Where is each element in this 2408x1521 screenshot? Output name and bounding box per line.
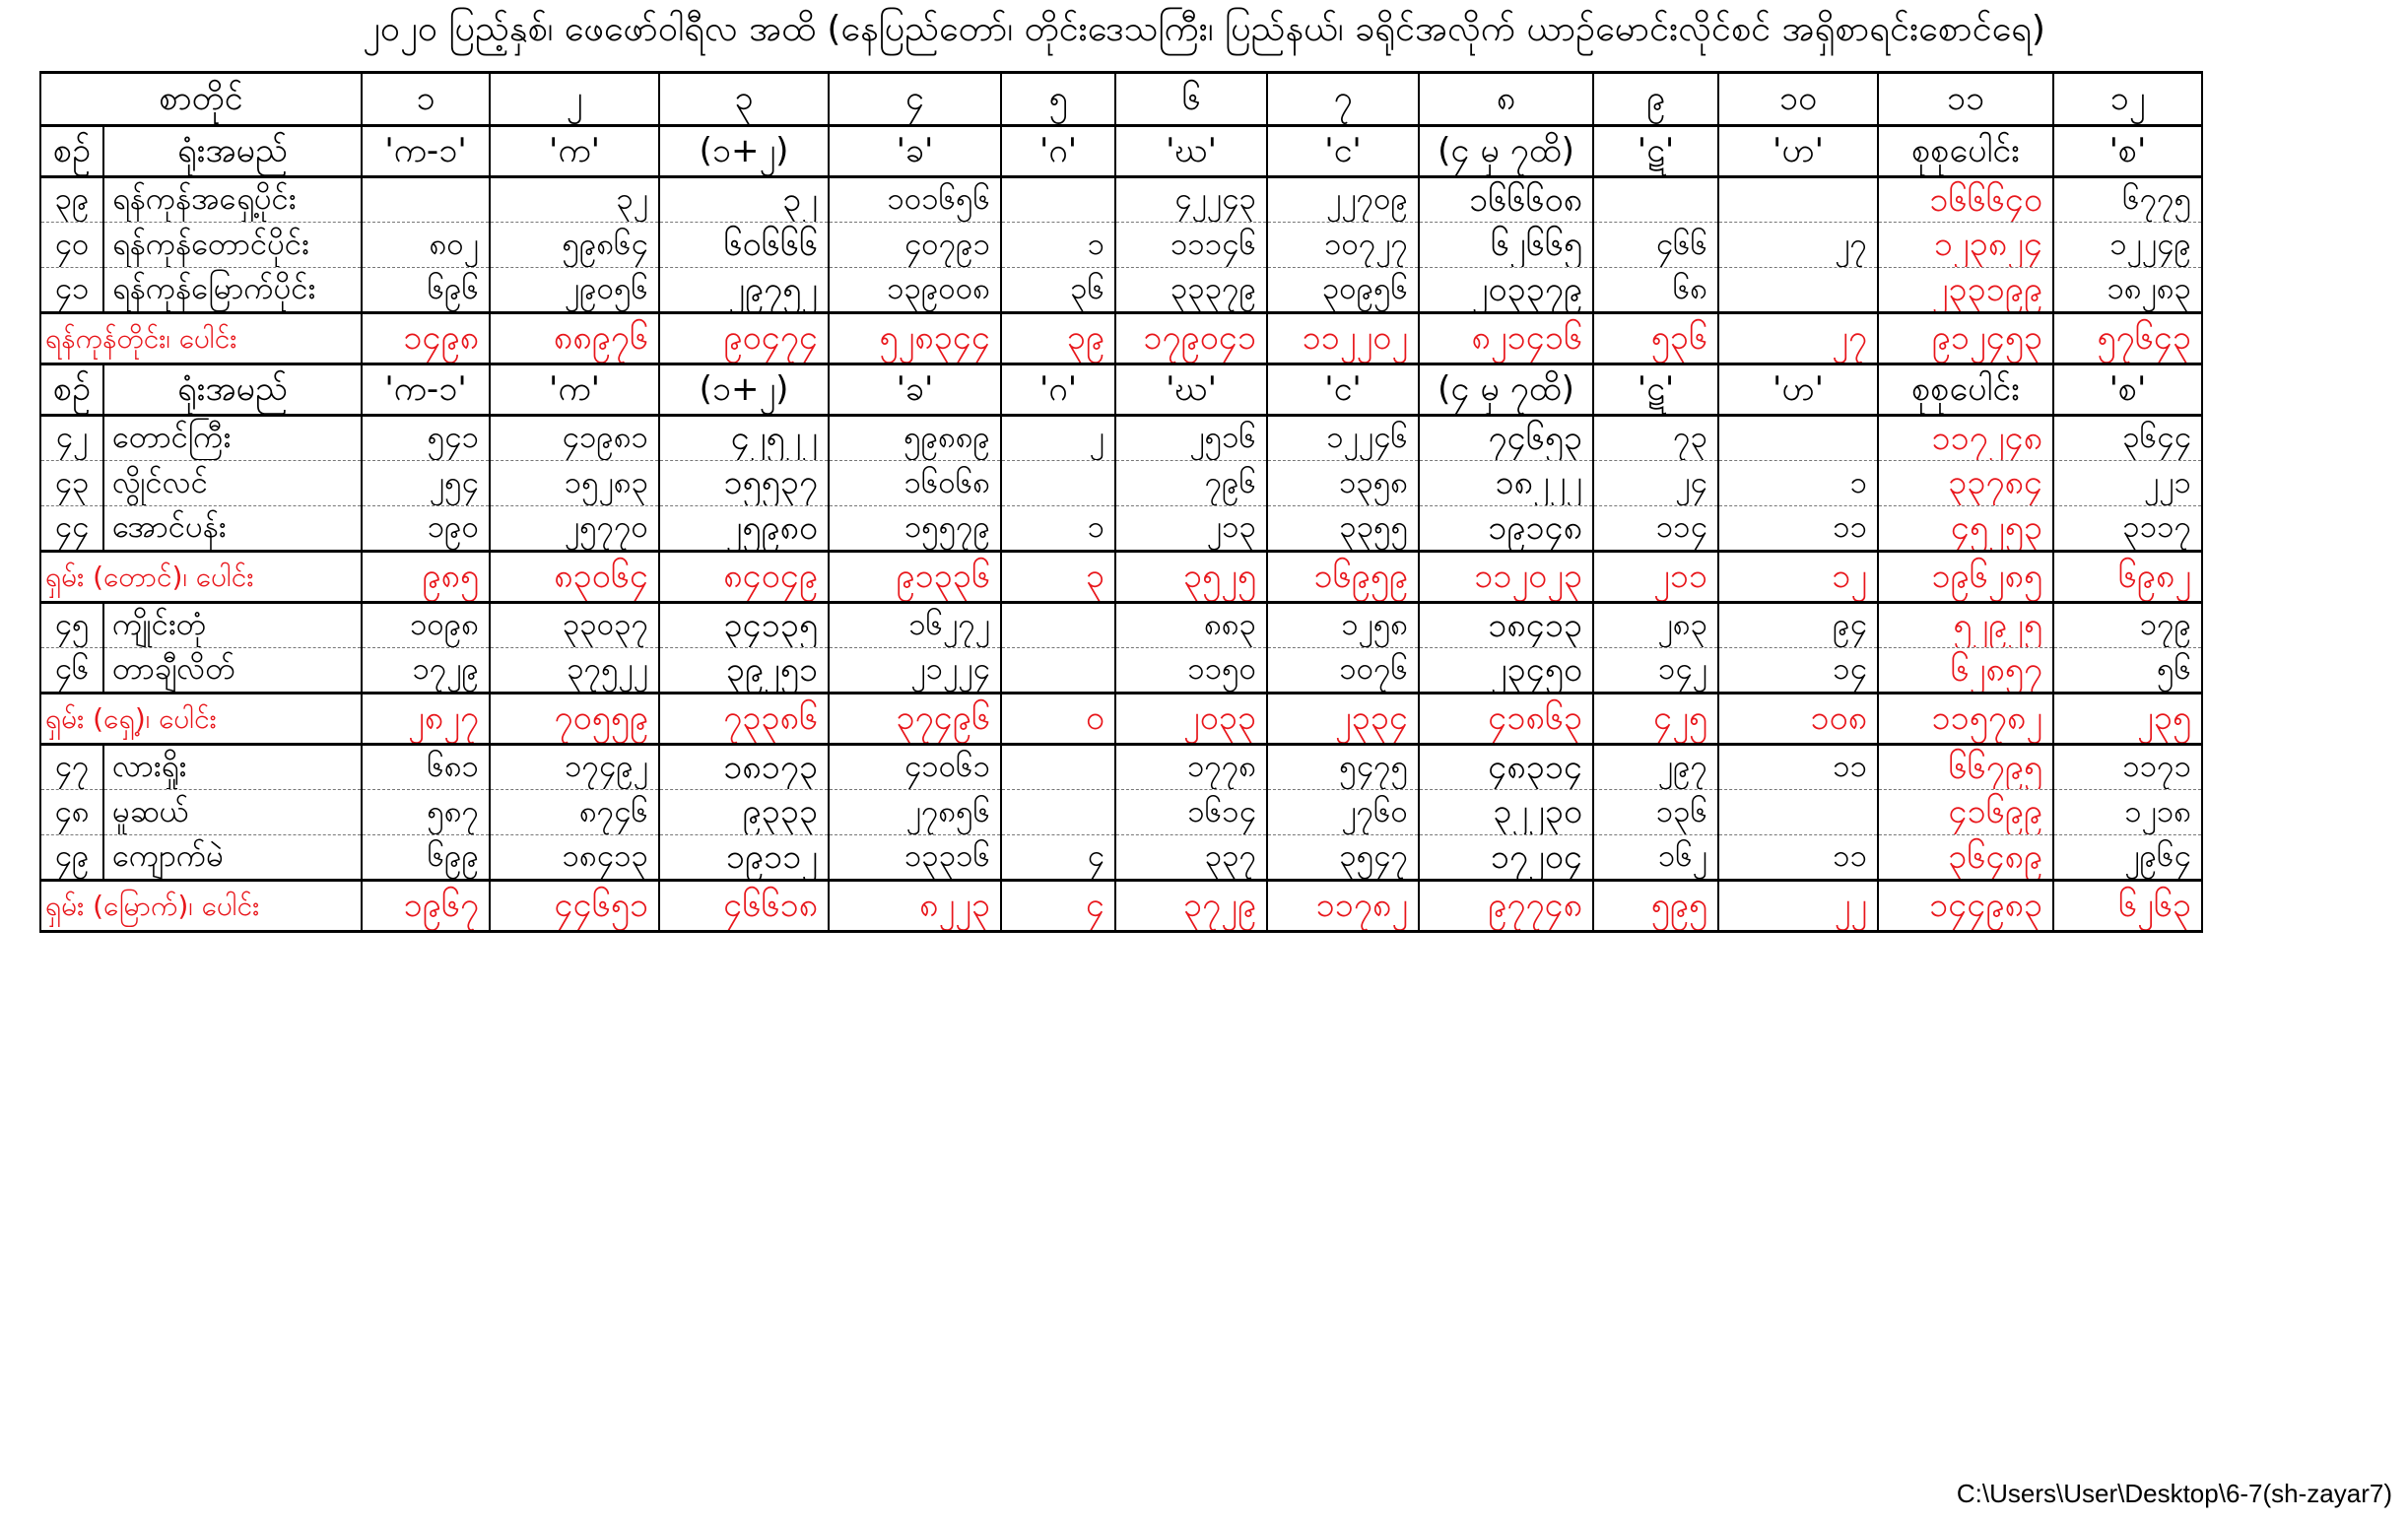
value-cell: ၂၁၂၂၄: [829, 648, 1001, 694]
value-cell: ၇၄၆၅၃: [1419, 416, 1593, 461]
value-cell: ၁၆၂၇၂: [829, 603, 1001, 648]
value-cell: ၂၃၄၅၀: [1419, 648, 1593, 694]
value-cell: ၃၂: [659, 177, 829, 223]
subtotal-value: ၃၇၄၉၆: [829, 694, 1001, 745]
row-number: ၄၈: [40, 790, 103, 835]
code-header: စုစုပေါင်း: [1878, 126, 2053, 177]
value-cell: [1001, 745, 1115, 790]
subtotal-value: ၁၄၉၈: [362, 313, 490, 364]
code-header: 'စ': [2053, 364, 2202, 416]
subtotal-value: ၁၁၂၂၀၂: [1267, 313, 1419, 364]
value-cell: ၁၆၁၄: [1115, 790, 1267, 835]
table-row: [40, 177, 2202, 223]
row-number: ၄၀: [40, 223, 103, 268]
value-cell: ၂၂၇၀၉: [1267, 177, 1419, 223]
value-cell: ၁၁: [1718, 506, 1878, 552]
code-header: 'ခ': [829, 364, 1001, 416]
subtotal-value: ၂၀၃၃: [1115, 694, 1267, 745]
value-cell: ၂၀၃၃၇၉: [1419, 268, 1593, 313]
value-cell: ၇၉၆: [1115, 461, 1267, 506]
subtotal-value: ၈၂၂၃: [829, 881, 1001, 932]
value-cell: ၁၂၂၄၆: [1267, 416, 1419, 461]
office-name: ကျိုင်းတုံ: [103, 603, 362, 648]
subtotal-value: ၁၆၉၅၉: [1267, 552, 1419, 603]
license-table: [39, 71, 2203, 933]
subtotal-value: ၉၈၅: [362, 552, 490, 603]
table-body: [40, 73, 2202, 932]
office-name: မူဆယ်: [103, 790, 362, 835]
value-cell: ၁၈၁၇၃: [659, 745, 829, 790]
column-number-header: ၁၀: [1718, 73, 1878, 126]
value-cell: ၆၂၈၅၇: [1878, 648, 2053, 694]
code-header: 'ဃ': [1115, 126, 1267, 177]
value-cell: ၅၄၇၅: [1267, 745, 1419, 790]
value-cell: ၄၁၀၆၁: [829, 745, 1001, 790]
value-cell: ၁၁၇၁: [2053, 745, 2202, 790]
subtotal-label: ရှမ်း (မြောက်)၊ ပေါင်း: [40, 881, 362, 932]
value-cell: [1718, 416, 1878, 461]
value-cell: ၂၉၇: [1593, 745, 1718, 790]
value-cell: ၁၁၁၄၆: [1115, 223, 1267, 268]
value-cell: ၆၆၇၉၅: [1878, 745, 2053, 790]
subtotal-value: ၃၉: [1001, 313, 1115, 364]
code-header: 'ဟ': [1718, 126, 1878, 177]
code-header: 'ခ': [829, 126, 1001, 177]
value-cell: ၆၉၉: [362, 835, 490, 881]
name-header: ရုံးအမည်: [103, 364, 362, 416]
column-number-header: ၃: [659, 73, 829, 126]
value-cell: ၁၈၂၂၂: [1419, 461, 1593, 506]
value-cell: ၁၆၂: [1593, 835, 1718, 881]
value-cell: ၂၅၁၆: [1115, 416, 1267, 461]
value-cell: ၄၂၂၄၃: [1115, 177, 1267, 223]
subtotal-value: ၅၇၆၄၃: [2053, 313, 2202, 364]
subtotal-value: ၂၃၅: [2053, 694, 2202, 745]
value-cell: ၁၈၄၁၃: [1419, 603, 1593, 648]
code-header: စုစုပေါင်း: [1878, 364, 2053, 416]
code-header: 'ဂ': [1001, 364, 1115, 416]
subtotal-value: ၃: [1001, 552, 1115, 603]
column-number-header: ၁: [362, 73, 490, 126]
value-cell: ၃၄၁၃၅: [659, 603, 829, 648]
page-title: ၂၀၂၀ ပြည့်နှစ်၊ ဖေဖော်ဝါရီလ အထိ (နေပြည်တော်၊ တိုင်းဒေသကြီး၊ ပြည်နယ်၊ ခရိုင်အလိုက် ယာဉ်မောင်းလိုင်စင် အရှိစာရင်းစောင်ရေ): [363, 9, 2045, 49]
value-cell: [1001, 603, 1115, 648]
value-cell: ၃၆: [1001, 268, 1115, 313]
value-cell: ၃၃၇: [1115, 835, 1267, 881]
value-cell: [1001, 790, 1115, 835]
value-cell: ၁၁: [1718, 835, 1878, 881]
row-number: ၄၄: [40, 506, 103, 552]
value-cell: ၁၄၂: [1593, 648, 1718, 694]
value-cell: ၂၇၈၅၆: [829, 790, 1001, 835]
value-cell: ၁၀၇၆: [1267, 648, 1419, 694]
value-cell: [1001, 461, 1115, 506]
subtotal-label: ရှမ်း (တောင်)၊ ပေါင်း: [40, 552, 362, 603]
row-number: ၄၉: [40, 835, 103, 881]
value-cell: ၂: [1001, 416, 1115, 461]
subheader-row: [40, 126, 2202, 177]
value-cell: ၆၂၆၆၅: [1419, 223, 1593, 268]
header-row: [40, 73, 2202, 126]
subtotal-value: ၄၁၈၆၃: [1419, 694, 1593, 745]
value-cell: ၁၅၂၈၃: [490, 461, 659, 506]
name-header: ရုံးအမည်: [103, 126, 362, 177]
office-name: ရန်ကုန်မြောက်ပိုင်း: [103, 268, 362, 313]
subtotal-value: ၅၉၅: [1593, 881, 1718, 932]
office-name: ကျောက်မဲ: [103, 835, 362, 881]
value-cell: ၆၈: [1593, 268, 1718, 313]
column-number-header: ၆: [1115, 73, 1267, 126]
subtotal-value: ၂၁၁: [1593, 552, 1718, 603]
value-cell: ၁၇၂၀၄: [1419, 835, 1593, 881]
subtotal-value: ၂၇: [1718, 313, 1878, 364]
value-cell: ၅၈၇: [362, 790, 490, 835]
value-cell: ၁၁: [1718, 745, 1878, 790]
subtotal-value: ၁၉၆၇: [362, 881, 490, 932]
column-number-header: ၂: [490, 73, 659, 126]
value-cell: ၁၃၉၀၀၈: [829, 268, 1001, 313]
value-cell: ၁၅၅၇၉: [829, 506, 1001, 552]
subtotal-row: [40, 881, 2202, 932]
code-header: 'ဃ': [1115, 364, 1267, 416]
office-name: လားရှိုး: [103, 745, 362, 790]
value-cell: ၁၂၁၈: [2053, 790, 2202, 835]
value-cell: ၁၃၆: [1593, 790, 1718, 835]
office-name: တာချီလိတ်: [103, 648, 362, 694]
row-number: ၄၆: [40, 648, 103, 694]
office-name: ရန်ကုန်တောင်ပိုင်း: [103, 223, 362, 268]
subtotal-value: ၉၁၃၃၆: [829, 552, 1001, 603]
column-number-header: ၅: [1001, 73, 1115, 126]
subtotal-value: ၁၀၈: [1718, 694, 1878, 745]
value-cell: [1593, 177, 1718, 223]
value-cell: ၁၀၇၂၇: [1267, 223, 1419, 268]
column-number-header: ၈: [1419, 73, 1593, 126]
table-row: [40, 506, 2202, 552]
value-cell: ၃၃၅၅: [1267, 506, 1419, 552]
value-cell: ၅၉၈၈၉: [829, 416, 1001, 461]
subtotal-value: ၂၂: [1718, 881, 1878, 932]
value-cell: ၂၅၄: [362, 461, 490, 506]
value-cell: ၅၆: [2053, 648, 2202, 694]
value-cell: ၄၀၇၉၁: [829, 223, 1001, 268]
code-header: (၁+၂): [659, 126, 829, 177]
no-header: စဉ်: [40, 364, 103, 416]
subtotal-value: ၀: [1001, 694, 1115, 745]
value-cell: ၂၉၀၅၆: [490, 268, 659, 313]
subtotal-value: ၄: [1001, 881, 1115, 932]
code-header: 'က-၁': [362, 364, 490, 416]
table-row: [40, 648, 2202, 694]
value-cell: ၁၇၂၉: [362, 648, 490, 694]
office-name: တောင်ကြီး: [103, 416, 362, 461]
table-row: [40, 603, 2202, 648]
value-cell: ၄၈၃၁၄: [1419, 745, 1593, 790]
value-cell: ၃၆၄၈၉: [1878, 835, 2053, 881]
table-row: [40, 745, 2202, 790]
column-number-header: ၉: [1593, 73, 1718, 126]
table-row: [40, 223, 2202, 268]
subtotal-value: ၃၇၂၉: [1115, 881, 1267, 932]
value-cell: ၁၈၄၁၃: [490, 835, 659, 881]
subtotal-value: ၅၂၈၃၄၄: [829, 313, 1001, 364]
value-cell: ၁၉၁၁၂: [659, 835, 829, 881]
subtotal-value: ၄၆၆၁၈: [659, 881, 829, 932]
value-cell: ၂၉၇၅၂: [659, 268, 829, 313]
table-row: [40, 461, 2202, 506]
value-cell: ၄၁၆၉၉: [1878, 790, 2053, 835]
code-header: 'ဂ': [1001, 126, 1115, 177]
row-number: ၃၉: [40, 177, 103, 223]
value-cell: ၅၂၉၂၅: [1878, 603, 2053, 648]
value-cell: ၁၃၅၈: [1267, 461, 1419, 506]
value-cell: ၁၂၂၄၉: [2053, 223, 2202, 268]
subtotal-value: ၆၂၆၃: [2053, 881, 2202, 932]
subtotal-value: ၁၄၄၉၈၃: [1878, 881, 2053, 932]
value-cell: ၁၂၃၈၂၄: [1878, 223, 2053, 268]
value-cell: ၃၅၄၇: [1267, 835, 1419, 881]
subheader-row: [40, 364, 2202, 416]
subtotal-value: ၃၅၂၅: [1115, 552, 1267, 603]
value-cell: ၃၆၄၄: [2053, 416, 2202, 461]
subtotal-row: [40, 552, 2202, 603]
subtotal-value: ၇၀၅၅၉: [490, 694, 659, 745]
no-header: စဉ်: [40, 126, 103, 177]
value-cell: ၂၅၉၈၀: [659, 506, 829, 552]
value-cell: ၁၇၉: [2053, 603, 2202, 648]
value-cell: ၁၉၁၄၈: [1419, 506, 1593, 552]
column-label-header: စာတိုင်: [40, 73, 362, 126]
code-header: 'ဋ': [1593, 126, 1718, 177]
subtotal-value: ၈၈၉၇၆: [490, 313, 659, 364]
value-cell: ၅၉၈၆၄: [490, 223, 659, 268]
row-number: ၄၂: [40, 416, 103, 461]
subtotal-value: ၇၃၃၈၆: [659, 694, 829, 745]
value-cell: ၉၄: [1718, 603, 1878, 648]
subtotal-value: ၁၁၅၇၈၂: [1878, 694, 2053, 745]
value-cell: ၄၆၆: [1593, 223, 1718, 268]
value-cell: ၃၀၉၅၆: [1267, 268, 1419, 313]
value-cell: ၁၉၀: [362, 506, 490, 552]
value-cell: ၆၇၇၅: [2053, 177, 2202, 223]
value-cell: [1718, 268, 1878, 313]
table-row: [40, 835, 2202, 881]
column-number-header: ၁၂: [2053, 73, 2202, 126]
subtotal-value: ၈၂၁၄၁၆: [1419, 313, 1593, 364]
code-header: (၄ မှ ၇ထိ): [1419, 126, 1593, 177]
value-cell: ၁၁၅၀: [1115, 648, 1267, 694]
value-cell: ၁၆၆၆၀၈: [1419, 177, 1593, 223]
row-number: ၄၅: [40, 603, 103, 648]
value-cell: ၁၈၂၈၃: [2053, 268, 2202, 313]
subtotal-row: [40, 313, 2202, 364]
subtotal-value: ၁၂: [1718, 552, 1878, 603]
subtotal-value: ၉၁၂၄၅၃: [1878, 313, 2053, 364]
value-cell: ၂၇: [1718, 223, 1878, 268]
row-number: ၄၃: [40, 461, 103, 506]
subtotal-value: ၁၉၆၂၈၅: [1878, 552, 2053, 603]
value-cell: ၃၃၃၇၉: [1115, 268, 1267, 313]
office-name: လွိုင်လင်: [103, 461, 362, 506]
value-cell: ၃၁၁၇: [2053, 506, 2202, 552]
value-cell: [362, 177, 490, 223]
file-path: C:\Users\User\Desktop\6-7(sh-zayar7): [1956, 1479, 2392, 1508]
value-cell: ၁၀၉၈: [362, 603, 490, 648]
subtotal-value: ၉၀၄၇၄: [659, 313, 829, 364]
subtotal-value: ၁၇၉၀၄၁: [1115, 313, 1267, 364]
table-row: [40, 268, 2202, 313]
subtotal-label: ရှမ်း (ရှေ့)၊ ပေါင်း: [40, 694, 362, 745]
table-row: [40, 790, 2202, 835]
code-header: (၁+၂): [659, 364, 829, 416]
value-cell: [1001, 177, 1115, 223]
value-cell: [1001, 648, 1115, 694]
value-cell: ၆၉၆: [362, 268, 490, 313]
subtotal-value: ၄၂၅: [1593, 694, 1718, 745]
code-header: 'င': [1267, 126, 1419, 177]
value-cell: ၁၅၅၃၇: [659, 461, 829, 506]
value-cell: ၁၆၀၆၈: [829, 461, 1001, 506]
row-number: ၄၁: [40, 268, 103, 313]
value-cell: ၂၇၆၀: [1267, 790, 1419, 835]
value-cell: ၁၄: [1718, 648, 1878, 694]
value-cell: ၁: [1001, 223, 1115, 268]
value-cell: ၄၁၉၈၁: [490, 416, 659, 461]
subtotal-value: ၈၄၀၄၉: [659, 552, 829, 603]
value-cell: ၂၅၇၇၀: [490, 506, 659, 552]
value-cell: ၅၄၁: [362, 416, 490, 461]
value-cell: ၉၃၃၃: [659, 790, 829, 835]
value-cell: ၂၂၁: [2053, 461, 2202, 506]
value-cell: ၃၃၇၈၄: [1878, 461, 2053, 506]
value-cell: ၁၁၇၂၄၈: [1878, 416, 2053, 461]
code-header: 'င': [1267, 364, 1419, 416]
value-cell: ၂၁၃: [1115, 506, 1267, 552]
value-cell: ၁: [1718, 461, 1878, 506]
value-cell: ၄၂၅၂၂: [659, 416, 829, 461]
office-name: အောင်ပန်း: [103, 506, 362, 552]
value-cell: ၄: [1001, 835, 1115, 881]
value-cell: ၂၄: [1593, 461, 1718, 506]
code-header: 'က': [490, 126, 659, 177]
value-cell: ၂၈၃: [1593, 603, 1718, 648]
value-cell: ၄၅၂၅၃: [1878, 506, 2053, 552]
subtotal-value: ၁၁၇၈၂: [1267, 881, 1419, 932]
column-number-header: ၇: [1267, 73, 1419, 126]
value-cell: ၂၉၆၄: [2053, 835, 2202, 881]
value-cell: ၂၃၃၁၉၉: [1878, 268, 2053, 313]
value-cell: ၇၃: [1593, 416, 1718, 461]
table-row: [40, 416, 2202, 461]
subtotal-value: ၉၇၇၄၈: [1419, 881, 1593, 932]
value-cell: ၆၀၆၆၆: [659, 223, 829, 268]
code-header: 'ဋ': [1593, 364, 1718, 416]
code-header: (၄ မှ ၇ထိ): [1419, 364, 1593, 416]
value-cell: ၁၂၅၈: [1267, 603, 1419, 648]
subtotal-value: ၈၃၀၆၄: [490, 552, 659, 603]
column-number-header: ၁၁: [1878, 73, 2053, 126]
row-number: ၄၇: [40, 745, 103, 790]
value-cell: ၃၇၅၂၂: [490, 648, 659, 694]
value-cell: ၁၆၆၆၄၀: [1878, 177, 2053, 223]
value-cell: ၁၇၇၈: [1115, 745, 1267, 790]
value-cell: ၈၀၂: [362, 223, 490, 268]
value-cell: ၃၂၂၃၀: [1419, 790, 1593, 835]
value-cell: ၈၈၃: [1115, 603, 1267, 648]
value-cell: ၁၀၁၆၅၆: [829, 177, 1001, 223]
value-cell: ၃၉၂၅၁: [659, 648, 829, 694]
value-cell: ၃၂: [490, 177, 659, 223]
subtotal-row: [40, 694, 2202, 745]
column-number-header: ၄: [829, 73, 1001, 126]
value-cell: ၁: [1001, 506, 1115, 552]
value-cell: ၃၃၀၃၇: [490, 603, 659, 648]
code-header: 'က-၁': [362, 126, 490, 177]
code-header: 'စ': [2053, 126, 2202, 177]
office-name: ရန်ကုန်အရှေ့ပိုင်း: [103, 177, 362, 223]
value-cell: ၁၃၃၁၆: [829, 835, 1001, 881]
value-cell: ၁၁၄: [1593, 506, 1718, 552]
subtotal-value: ၄၄၆၅၁: [490, 881, 659, 932]
value-cell: [1718, 790, 1878, 835]
value-cell: ၆၈၁: [362, 745, 490, 790]
code-header: 'ဟ': [1718, 364, 1878, 416]
value-cell: ၈၇၄၆: [490, 790, 659, 835]
subtotal-value: ၆၉၈၂: [2053, 552, 2202, 603]
value-cell: [1718, 177, 1878, 223]
subtotal-value: ၂၃၃၄: [1267, 694, 1419, 745]
value-cell: ၁၇၄၉၂: [490, 745, 659, 790]
subtotal-value: ၅၃၆: [1593, 313, 1718, 364]
subtotal-label: ရန်ကုန်တိုင်း၊ ပေါင်း: [40, 313, 362, 364]
subtotal-value: ၁၁၂၀၂၃: [1419, 552, 1593, 603]
subtotal-value: ၂၈၂၇: [362, 694, 490, 745]
code-header: 'က': [490, 364, 659, 416]
